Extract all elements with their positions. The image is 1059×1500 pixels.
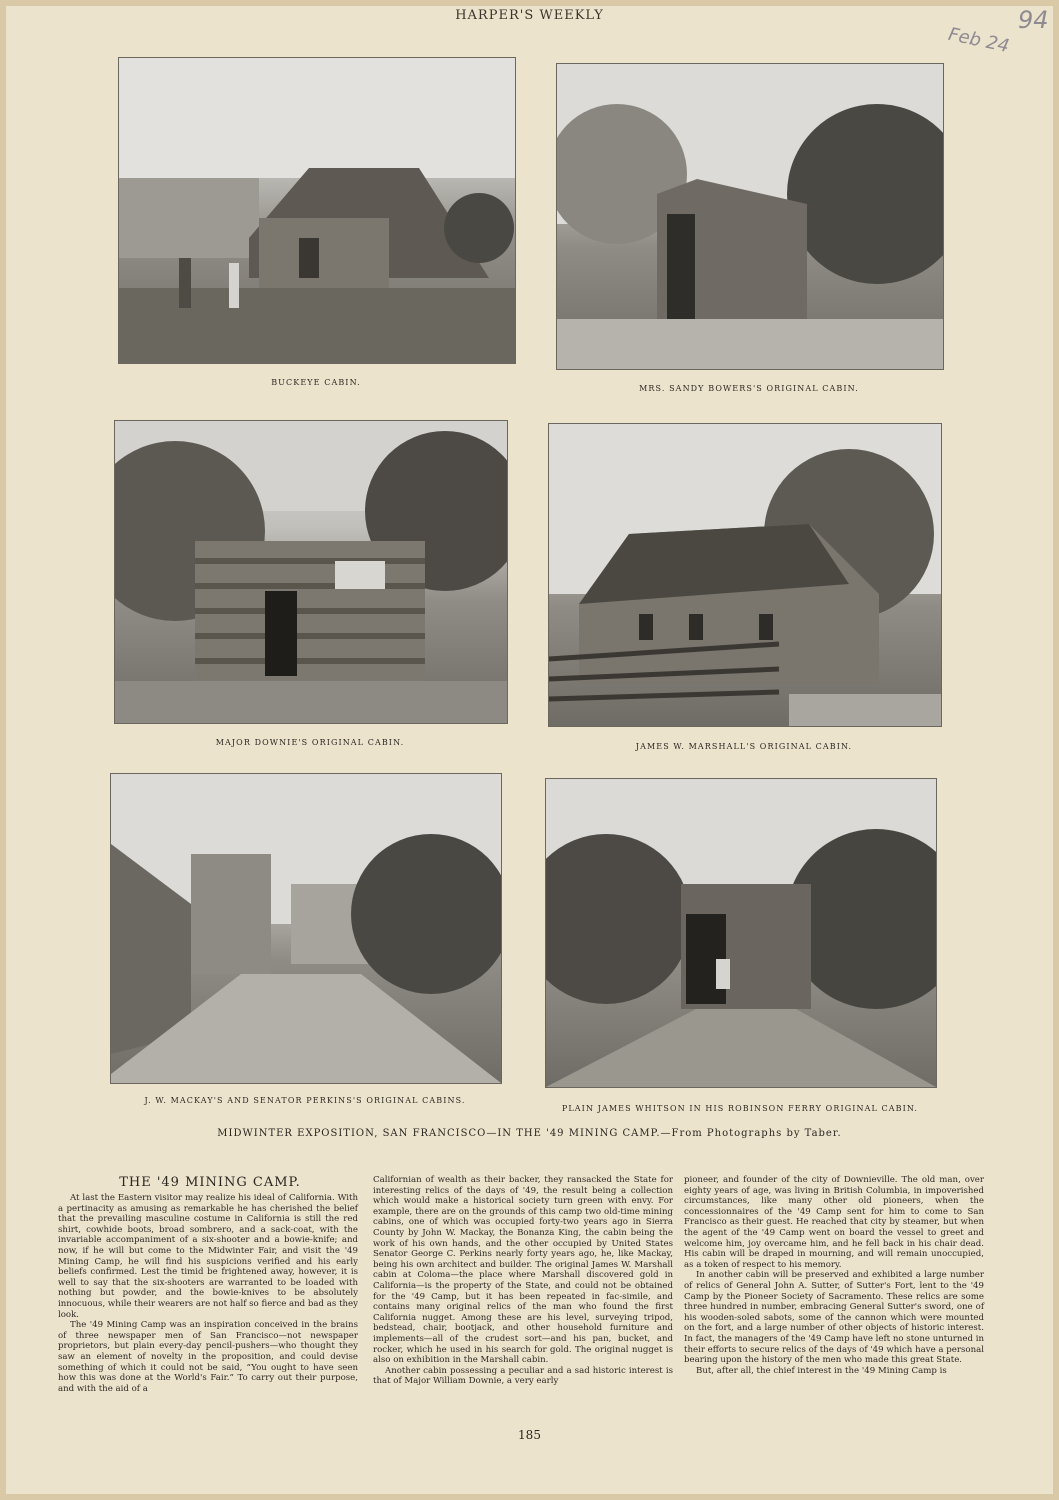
plate-caption: MIDWINTER EXPOSITION, SAN FRANCISCO—IN THE '49 MINING CAMP.—From Photographs by Taber. <box>217 1128 842 1139</box>
caption-whitson-cabin: PLAIN JAMES WHITSON IN HIS ROBINSON FERRY ORIGINAL CABIN. <box>561 1104 919 1113</box>
article-paragraph: The '49 Mining Camp was an inspiration conceived in the brains of three newspaper men of San Francisco—not newspaper proprietors, but plain every-day pencil-pushers—who thought they saw an element of novelty in the proposition, and could devise something of which it could not be said, “You ought to have seen how this was done at the World's Fair.” To carry out their purpose, and with the aid of a <box>58 1320 358 1394</box>
page-number: 185 <box>518 1428 541 1442</box>
article-column-1 <box>58 1193 358 1394</box>
article-paragraph: But, after all, the chief interest in the '49 Mining Camp is <box>696 1365 947 1376</box>
caption-major-downie-cabin: MAJOR DOWNIE'S ORIGINAL CABIN. <box>215 738 405 747</box>
caption-buckeye-cabin: BUCKEYE CABIN. <box>271 378 361 387</box>
caption-sandy-bowers-cabin: MRS. SANDY BOWERS'S ORIGINAL CABIN. <box>639 384 859 393</box>
article-title: THE '49 MINING CAMP. <box>119 1175 301 1190</box>
article-paragraph: Californian of wealth as their backer, they ransacked the State for interesting relics of the days of '49, the result being a collection which would make a historical society turn green with envy. For example, there are on the grounds of this camp two old-time mining cabins, one of which was occupied forty-two years ago in Sierra County by John W. Mackay, the Bonanza King, the cabin being the work of his own hands, and the other occupied by United States Senator George C. Perkins nearly forty years ago, he, like Mackay, being his own architect and builder. The original James W. Marshall cabin at Coloma—the place where Marshall discovered gold in California—is the property of the State, and could not be obtained for the '49 Camp, but it has been repeated in fac-simile, and contains many original relics of the man who found the first California nugget. Among these are his level, surveying tripod, bedstead, chair, bootjack, and other household furniture and implements—all of the crudest sort—and his pan, bucket, and rocker, which he used in his search for gold. The original nugget is also on exhibition in the Marshall cabin. <box>373 1175 673 1366</box>
photo-buckeye-cabin <box>118 57 516 364</box>
article-paragraph: At last the Eastern visitor may realize his ideal of California. With a pertinacity as amusing as remarkable he has cherished the belief that the prevailing masculine costume in California is still the red shirt, cowhide boots, broad sombrero, and a sack-coat, with the invariable accompaniment of a six-shooter and a bowie-knife; and now, if he will but come to the Midwinter Fair, and visit the '49 Mining Camp, he will find his suspicions verified and his early beliefs confirmed. Lest the timid be frightened away, however, it is well to say that the six-shooters are warranted to be loaded with nothing but powder, and the bowie-knives to be absolutely innocuous, while their wearers are not half so fierce and bad as they look. <box>58 1193 358 1320</box>
pencil-date-note: Feb 24 <box>946 23 1011 58</box>
article-column-3 <box>684 1175 984 1376</box>
caption-mackay-perkins-cabins: J. W. MACKAY'S AND SENATOR PERKINS'S ORIGINAL CABINS. <box>144 1096 466 1105</box>
article-paragraph: In another cabin will be preserved and exhibited a large number of relics of General John A. Sutter, of Sutter's Fort, lent to the '49 Camp by the Pioneer Society of Sacramento. These relics are some three hundred in number, embracing General Sutter's sword, one of his wooden-soled sabots, some of the cannon which were mounted on the fort, and a large number of other objects of historic interest. In fact, the managers of the '49 Camp have left no stone unturned in their efforts to secure relics of the days of '49 which have a personal bearing upon the history of the men who made this great State. <box>684 1270 984 1366</box>
photo-whitson-cabin <box>545 778 937 1088</box>
photo-sandy-bowers-cabin <box>556 63 944 370</box>
caption-marshall-cabin: JAMES W. MARSHALL'S ORIGINAL CABIN. <box>635 742 853 751</box>
masthead: HARPER'S WEEKLY <box>455 8 604 23</box>
pencil-number-note: 94 <box>1018 6 1049 34</box>
article-paragraph: Another cabin possessing a peculiar and a sad historic interest is that of Major William Downie, a very early <box>373 1365 673 1387</box>
photo-mackay-perkins-cabins <box>110 773 502 1084</box>
article-paragraph: pioneer, and founder of the city of Downieville. The old man, over eighty years of age, was living in British Columbia, in impoverished circumstances, like many other old pioneers, when the concessionnaires of the '49 Camp sent for him to come to San Francisco as their guest. He reached that city by steamer, but when the agent of the '49 Camp went on board the vessel to greet and welcome him, joy overcame him, and he fell back in his chair dead. His cabin will be draped in mourning, and will remain unoccupied, as a token of respect to his memory. <box>684 1175 984 1270</box>
article-column-2 <box>373 1175 673 1387</box>
photo-marshall-cabin <box>548 423 942 727</box>
photo-major-downie-cabin <box>114 420 508 724</box>
